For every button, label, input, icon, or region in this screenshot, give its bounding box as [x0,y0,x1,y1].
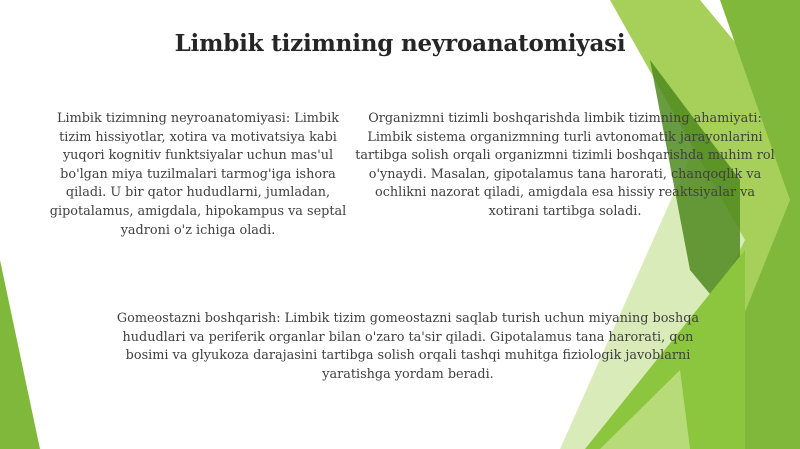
paragraph-systemic-regulation: Organizmni tizimli boshqarishda limbik tizimning ahamiyati: Limbik sistema organizmning turli avtonomatik jarayonlarini tartibga solish orqali organizmni tizimli boshqarishda muhim rol o'ynaydi. Masalan, gipotalamus tana harorati, chanqoqlik va ochlikni nazorat qiladi, amigdala esa hissiy reaktsiyalar va xotirani tartibga soladi. [355,111,775,219]
bg-left-corner [0,260,40,449]
slide-title: Limbik tizimning neyroanatomiyasi [174,30,626,57]
paragraph-neuroanatomy: Limbik tizimning neyroanatomiyasi: Limbik tizim hissiyotlar, xotira va motivatsiya kabi yuqori kognitiv funktsiyalar uchun mas'ul bo'lgan miya tuzilmalari tarmog'iga ishora qiladi. U bir qator hududlarni, jumladan, gipotalamus, amigdala, hipokampus va septal yadroni o'z ichiga oladi. [49,111,347,238]
paragraph-homeostasis: Gomeostazni boshqarish: Limbik tizim gomeostazni saqlab turish uchun miyaning boshqa hududlari va periferik organlar bilan o'zaro ta'sir qiladi. Gipotalamus tana harorati, qon bosimi va glyukoza darajasini tartibga solish orqali tashqi muhitga fiziologik javoblarni yaratishga yordam beradi. [116,311,700,382]
